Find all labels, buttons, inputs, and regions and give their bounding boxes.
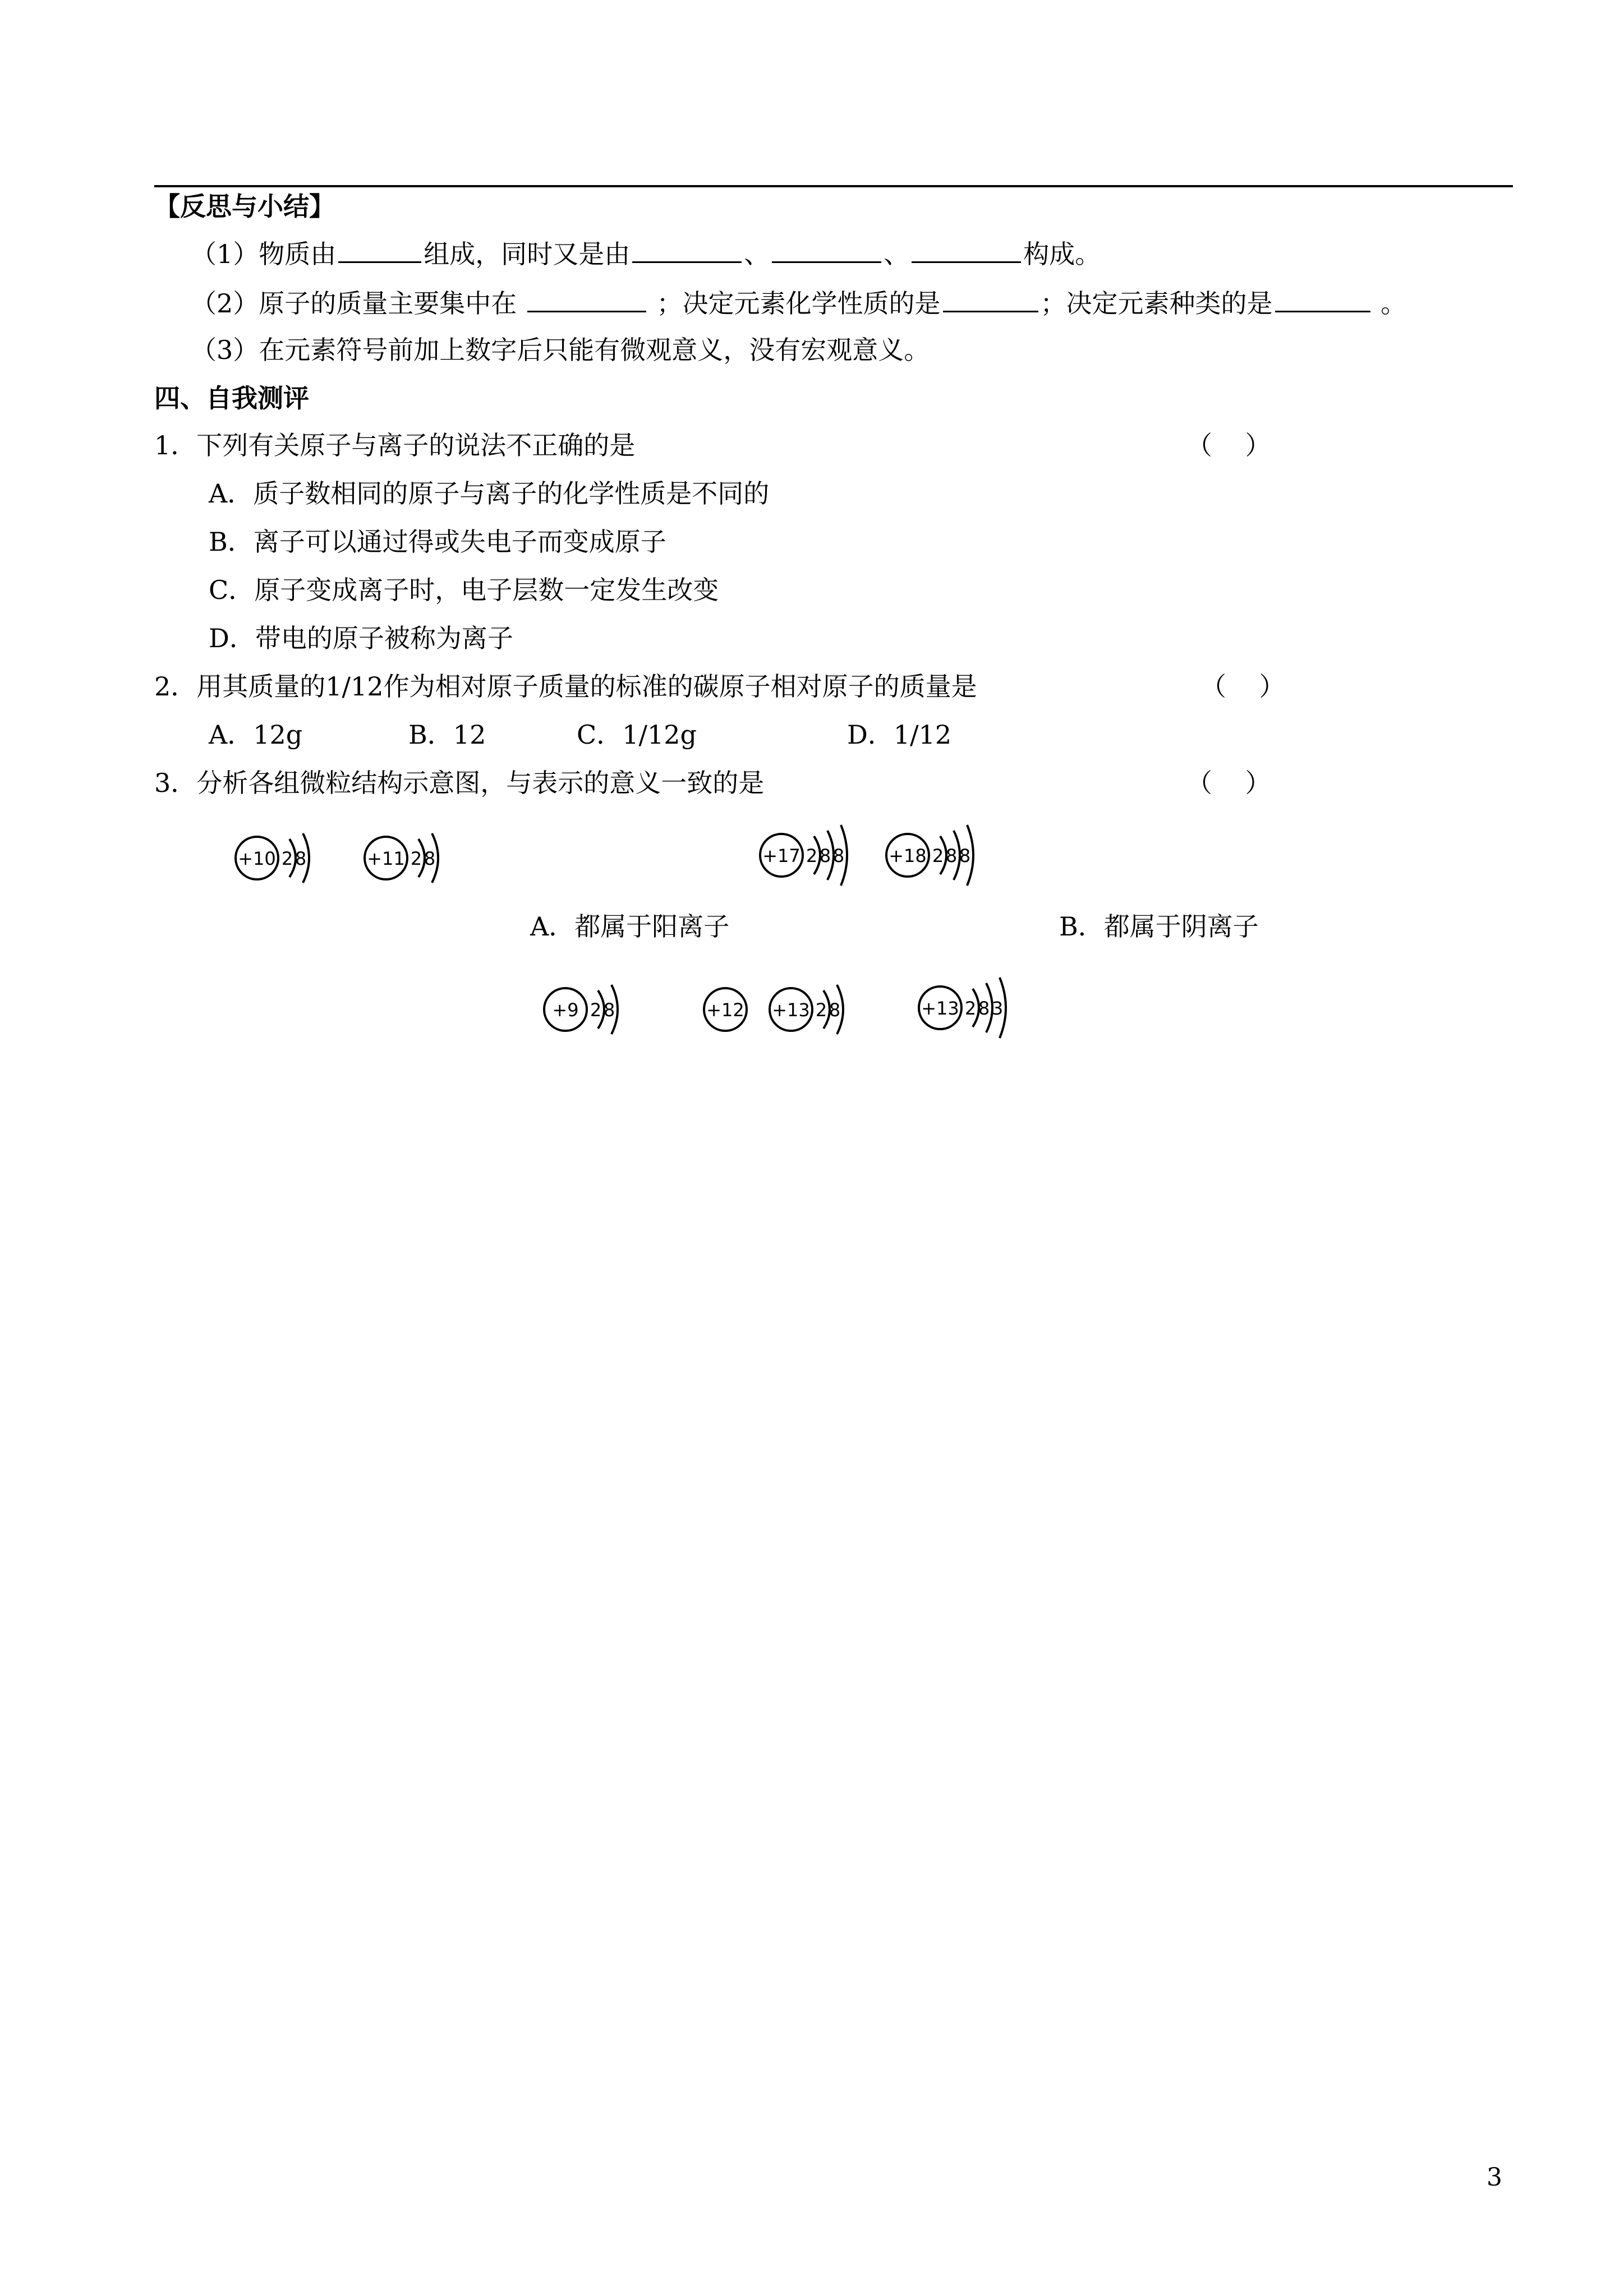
summary-item-3: （3）在元素符号前加上数字后只能有微观意义，没有宏观意义。 bbox=[191, 335, 930, 365]
electron-count: 8 bbox=[424, 848, 436, 869]
summary-heading: 【反思与小结】 bbox=[154, 191, 335, 222]
atom-diagram bbox=[698, 965, 766, 1054]
electron-count: 8 bbox=[829, 999, 841, 1021]
question-2-option-c[interactable]: C．1/12g bbox=[577, 720, 697, 750]
electron-count: 2 bbox=[964, 998, 977, 1019]
section-heading: 四、自我测评 bbox=[154, 383, 309, 413]
nucleus-charge: +9 bbox=[552, 999, 579, 1021]
page-number: 3 bbox=[1487, 2163, 1502, 2192]
summary-item-1-text-b: 组成，同时又是由 bbox=[424, 239, 631, 269]
atom-diagram bbox=[881, 810, 1004, 900]
summary-item-2-text-b: ；决定元素化学性质的是 bbox=[648, 288, 941, 319]
question-1-answer-paren[interactable]: （ ） bbox=[1186, 430, 1271, 460]
electron-count: 8 bbox=[832, 845, 845, 866]
nucleus-charge: +11 bbox=[367, 848, 405, 869]
electron-count: 8 bbox=[295, 848, 307, 869]
electron-count: 8 bbox=[945, 845, 958, 866]
answer-blank[interactable] bbox=[912, 237, 1021, 263]
electron-count: 2 bbox=[410, 848, 422, 869]
electron-count: 8 bbox=[819, 845, 831, 866]
answer-blank[interactable] bbox=[632, 237, 742, 263]
top-rule bbox=[154, 185, 1513, 187]
summary-item-2-text-c: ；决定元素种类的是 bbox=[1040, 288, 1273, 319]
electron-count: 8 bbox=[978, 998, 990, 1019]
electron-count: 2 bbox=[281, 848, 293, 869]
question-2-option-a[interactable]: A．12g bbox=[209, 720, 303, 750]
atom-diagram bbox=[359, 816, 460, 900]
atom-diagram bbox=[913, 960, 1042, 1055]
electron-count: 2 bbox=[932, 845, 944, 866]
summary-item-2-text-d: 。 bbox=[1372, 288, 1407, 319]
question-2-answer-paren[interactable]: （ ） bbox=[1200, 671, 1285, 702]
nucleus-charge: +13 bbox=[772, 999, 810, 1021]
answer-blank[interactable] bbox=[772, 237, 881, 263]
summary-item-1-text-c: 、 bbox=[744, 239, 770, 269]
question-3-option-a[interactable]: A．都属于阳离子 bbox=[530, 911, 730, 942]
atom-diagram bbox=[755, 810, 878, 900]
question-1-option-c[interactable]: C．原子变成离子时，电子层数一定发生改变 bbox=[209, 575, 719, 605]
answer-blank[interactable] bbox=[943, 286, 1038, 312]
electron-count: 2 bbox=[590, 999, 602, 1021]
summary-item-1-text-a: （1）物质由 bbox=[191, 239, 337, 269]
answer-blank[interactable] bbox=[1275, 286, 1370, 312]
summary-item-1-text-e: 构成。 bbox=[1023, 239, 1101, 269]
question-3-answer-paren[interactable]: （ ） bbox=[1186, 768, 1271, 798]
question-3-option-b[interactable]: B．都属于阴离子 bbox=[1059, 911, 1259, 942]
answer-blank[interactable] bbox=[338, 237, 421, 263]
electron-count: 8 bbox=[603, 999, 615, 1021]
summary-item-1-text-d: 、 bbox=[884, 239, 910, 269]
question-1-option-b[interactable]: B．离子可以通过得或失电子而变成原子 bbox=[209, 527, 666, 557]
question-2-stem: 2．用其质量的1/12作为相对原子质量的标准的碳原子相对原子的质量是 bbox=[154, 671, 977, 702]
answer-blank[interactable] bbox=[527, 286, 646, 312]
summary-item-2 bbox=[191, 286, 1406, 320]
nucleus-charge: +10 bbox=[238, 848, 276, 869]
atom-diagram bbox=[539, 965, 640, 1054]
nucleus-charge: +17 bbox=[762, 845, 801, 866]
nucleus-charge: +18 bbox=[889, 845, 927, 866]
nucleus-charge: +12 bbox=[706, 999, 744, 1021]
atom-diagram bbox=[230, 816, 331, 900]
question-1-stem: 1．下列有关原子与离子的说法不正确的是 bbox=[154, 430, 636, 460]
electron-count: 2 bbox=[815, 999, 827, 1021]
question-1-option-a[interactable]: A．质子数相同的原子与离子的化学性质是不同的 bbox=[209, 478, 770, 509]
electron-count: 2 bbox=[806, 845, 818, 866]
question-3-stem: 3．分析各组微粒结构示意图，与表示的意义一致的是 bbox=[154, 768, 765, 798]
summary-item-2-text-a: （2）原子的质量主要集中在 bbox=[191, 288, 525, 319]
question-1-option-d[interactable]: D．带电的原子被称为离子 bbox=[209, 623, 513, 653]
electron-count: 3 bbox=[991, 998, 1004, 1019]
question-2-option-b[interactable]: B．12 bbox=[408, 720, 486, 750]
electron-count: 8 bbox=[959, 845, 971, 866]
summary-item-1 bbox=[191, 237, 1101, 271]
question-2-option-d[interactable]: D．1/12 bbox=[847, 720, 952, 750]
atom-diagram bbox=[764, 965, 865, 1054]
nucleus-charge: +13 bbox=[921, 998, 959, 1019]
